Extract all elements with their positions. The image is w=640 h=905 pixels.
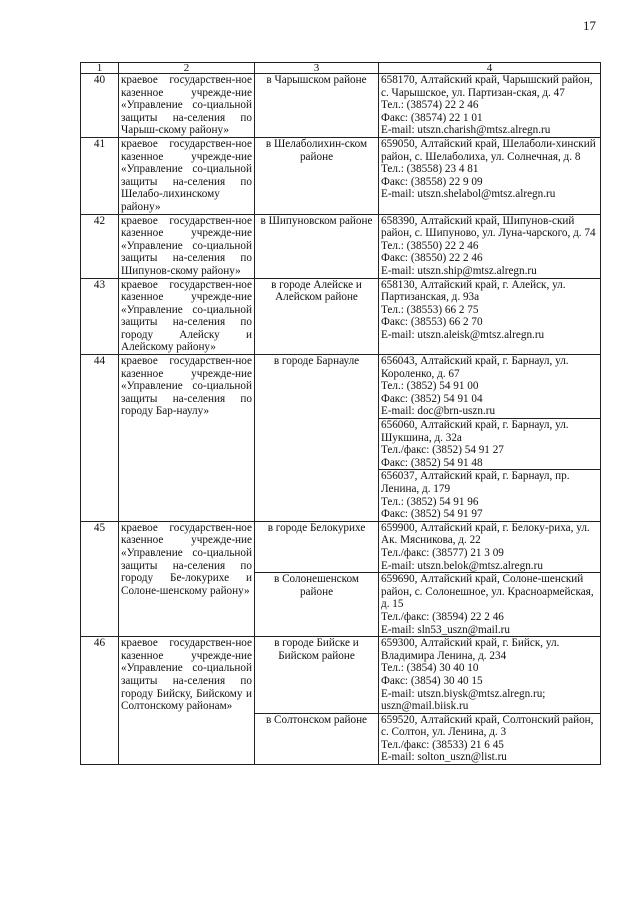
- header-row: [81, 63, 601, 74]
- row-number: 41: [81, 137, 119, 214]
- contact-info: [379, 573, 601, 637]
- table-body: [81, 74, 601, 765]
- contact-info: [379, 419, 601, 470]
- contact-info: [379, 74, 601, 138]
- contact-line: Тел.: (38558) 23 4 81: [381, 163, 479, 176]
- contact-line: Факс: (38553) 66 2 70: [381, 316, 483, 329]
- service-area: в городе Бийске и Бийском районе: [255, 637, 379, 714]
- contact-line: Факс: (38574) 22 1 01: [381, 111, 483, 124]
- agency-name: краевое государствен-ное казенное учрежде-ние «Управление со-циальной защиты на-селения по Чарыш-скому району»: [119, 74, 255, 138]
- row-number: 40: [81, 74, 119, 138]
- contact-line: Тел./факс: (38577) 21 3 09: [381, 546, 504, 559]
- column-header: 2: [119, 63, 255, 74]
- contact-info: [379, 637, 601, 714]
- contact-line: 656043, Алтайский край, г. Барнаул, ул. Короленко, д. 67: [381, 355, 569, 380]
- contact-info: [379, 214, 601, 278]
- contact-line: Тел./факс: (3852) 54 91 27: [381, 444, 504, 457]
- contact-line: Тел./факс: (38533) 21 6 45: [381, 738, 504, 751]
- contact-line: Тел.: (38553) 66 2 75: [381, 303, 479, 316]
- email-line: E-mail: solton_uszn@list.ru: [381, 751, 507, 764]
- row-number: 46: [81, 637, 119, 765]
- service-area: в Шелаболихин-ском районе: [255, 137, 379, 214]
- service-area: в Шипуновском районе: [255, 214, 379, 278]
- table-row: [81, 278, 601, 355]
- table-row: [81, 74, 601, 138]
- service-area: в Солонешенском районе: [255, 573, 379, 637]
- contact-line: 659900, Алтайский край, г. Белоку-риха, ул. Ак. Мясникова, д. 22: [381, 521, 590, 547]
- agency-name: краевое государствен-ное казенное учрежде-ние «Управление со-циальной защиты на-селения по городу Бийску, Бийскому и Солтонскому районам»: [119, 637, 255, 765]
- contact-line: Факс: (38550) 22 2 46: [381, 252, 483, 265]
- contact-info: [379, 355, 601, 419]
- contact-line: Факс: (3852) 54 91 97: [381, 508, 483, 521]
- row-number: 42: [81, 214, 119, 278]
- email-line: E-mail: utszn.biysk@mtsz.alregn.ru; uszn@mail.biisk.ru: [381, 687, 546, 713]
- contact-line: 659690, Алтайский край, Солоне-шенский район, с. Солонешное, ул. Красноармейская, д. 15: [381, 573, 594, 611]
- service-area: в Чарышском районе: [255, 74, 379, 138]
- email-line: E-mail: utszn.charish@mtsz.alregn.ru: [381, 124, 551, 137]
- table-row: [81, 214, 601, 278]
- agency-name: краевое государствен-ное казенное учрежде-ние «Управление со-циальной защиты на-селения по Шелабо-лихинскому району»: [119, 137, 255, 214]
- agency-name: краевое государствен-ное казенное учрежде-ние «Управление со-циальной защиты на-селения по городу Бе-локурихе и Солоне-шенскому району»: [119, 521, 255, 636]
- contact-line: Факс: (3854) 30 40 15: [381, 674, 483, 687]
- contact-info: [379, 278, 601, 355]
- column-header: 1: [81, 63, 119, 74]
- table-row: [81, 521, 601, 572]
- contact-line: 656060, Алтайский край, г. Барнаул, ул. Шукшина, д. 32а: [381, 419, 569, 444]
- service-area: в городе Белокурихе: [255, 521, 379, 572]
- contact-line: Тел.: (38550) 22 2 46: [381, 239, 479, 252]
- agency-name: краевое государствен-ное казенное учрежде-ние «Управление со-циальной защиты на-селения по Шипунов-скому району»: [119, 214, 255, 278]
- agency-name: краевое государствен-ное казенное учрежде-ние «Управление со-циальной защиты на-селения по городу Алейску и Алейскому району»: [119, 278, 255, 355]
- contact-line: Тел.: (3852) 54 91 96: [381, 495, 479, 508]
- email-line: E-mail: utszn.aleisk@mtsz.alregn.ru: [381, 328, 545, 341]
- contact-line: 659050, Алтайский край, Шелаболи-хинский район, с. Шелаболиха, ул. Солнечная, д. 8: [381, 137, 596, 163]
- service-area: в городе Алейске и Алейском районе: [255, 278, 379, 355]
- contact-info: [379, 137, 601, 214]
- contact-line: Тел./факс: (38594) 22 2 46: [381, 610, 504, 623]
- email-line: E-mail: doc@brn-uszn.ru: [381, 405, 496, 418]
- row-number: 43: [81, 278, 119, 355]
- agency-name: краевое государствен-ное казенное учрежде-ние «Управление со-циальной защиты на-селения по городу Бар-наулу»: [119, 355, 255, 522]
- contact-line: 658390, Алтайский край, Шипунов-ский район, с. Шипуново, ул. Луна-чарского, д. 74: [381, 214, 596, 240]
- column-header: 4: [379, 63, 601, 74]
- email-line: E-mail: sln53_uszn@mail.ru: [381, 623, 510, 636]
- row-number: 44: [81, 355, 119, 522]
- contact-line: 656037, Алтайский край, г. Барнаул, пр. Ленина, д. 179: [381, 470, 570, 495]
- contact-line: Факс: (38558) 22 9 09: [381, 175, 483, 188]
- contact-line: 658170, Алтайский край, Чарышский район, с. Чарышское, ул. Партизан-ская, д. 47: [381, 74, 593, 99]
- table-row: [81, 637, 601, 714]
- contact-line: Тел.: (38574) 22 2 46: [381, 99, 479, 112]
- contact-line: 659520, Алтайский край, Солтонский район, с. Солтон, ул. Ленина, д. 3: [381, 713, 594, 739]
- page-number: 17: [583, 18, 596, 33]
- email-line: E-mail: utszn.ship@mtsz.alregn.ru: [381, 264, 537, 277]
- table-row: [81, 355, 601, 419]
- contact-line: Факс: (3852) 54 91 04: [381, 392, 483, 405]
- contact-line: 659300, Алтайский край, г. Бийск, ул. Владимира Ленина, д. 234: [381, 637, 560, 662]
- contact-line: Факс: (3852) 54 91 48: [381, 456, 483, 469]
- contact-line: 658130, Алтайский край, г. Алейск, ул. Партизанская, д. 93а: [381, 278, 566, 304]
- email-line: E-mail: utszn.shelabol@mtsz.alregn.ru: [381, 188, 556, 201]
- agency-table: [80, 62, 601, 765]
- row-number: 45: [81, 521, 119, 636]
- contact-info: [379, 521, 601, 572]
- column-header: 3: [255, 63, 379, 74]
- email-line: E-mail: utszn.belok@mtsz.alregn.ru: [381, 559, 543, 572]
- contact-line: Тел.: (3852) 54 91 00: [381, 380, 479, 393]
- contact-info: [379, 470, 601, 521]
- service-area: в городе Барнауле: [255, 355, 379, 522]
- table-row: [81, 137, 601, 214]
- contact-info: [379, 713, 601, 764]
- service-area: в Солтонском районе: [255, 713, 379, 764]
- contact-line: Тел.: (3854) 30 40 10: [381, 662, 479, 675]
